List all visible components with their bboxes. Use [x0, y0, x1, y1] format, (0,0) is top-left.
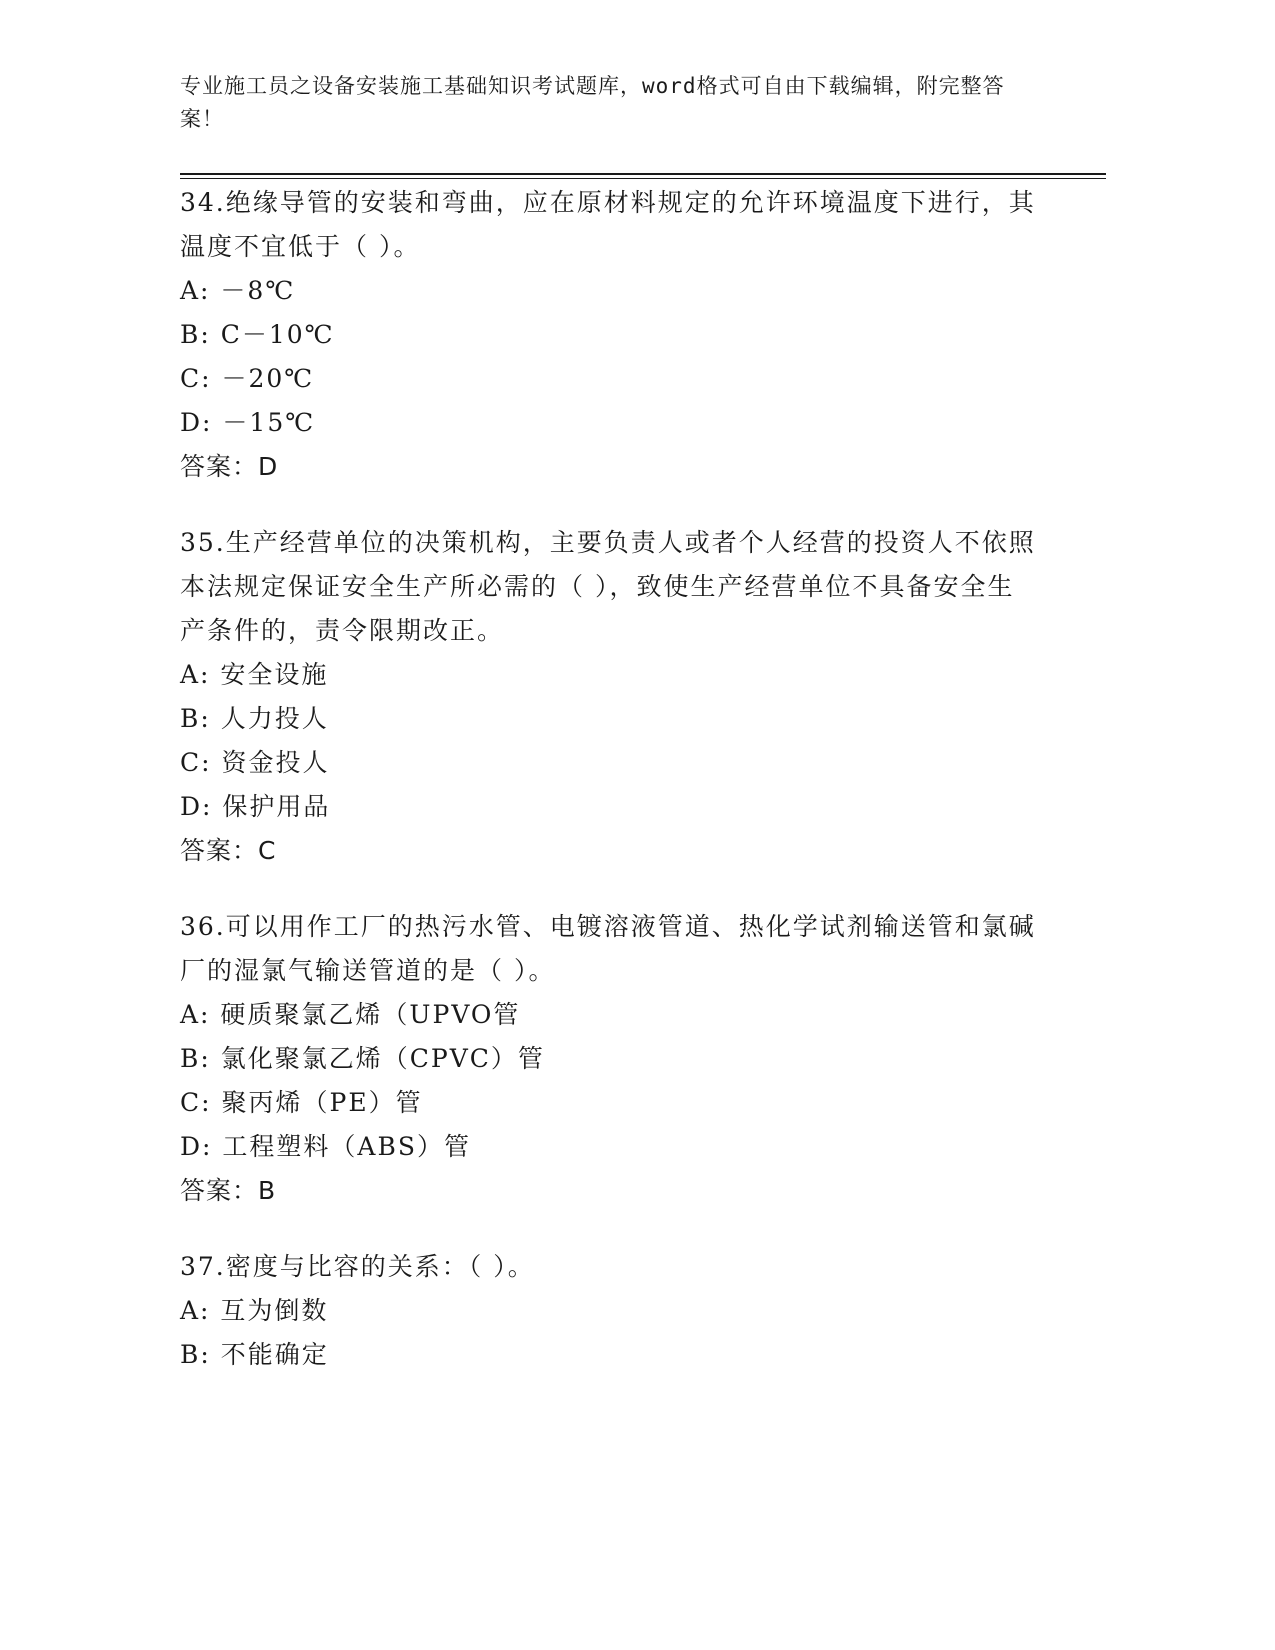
option-d: D: 保护用品	[180, 792, 331, 821]
option-a: A: 安全设施	[180, 660, 329, 689]
question-text: 37.密度与比容的关系：（ ）。	[180, 1252, 535, 1281]
answer-label: 答案：D	[180, 452, 279, 481]
question-text: 36.可以用作工厂的热污水管、电镀溶液管道、热化学试剂输送管和氯碱厂的湿氯气输送管道的是（ ）。	[180, 912, 1036, 985]
header-rule-thin	[180, 178, 1106, 179]
question-37	[180, 1245, 1040, 1377]
option-c: C: 聚丙烯（PE）管	[180, 1088, 423, 1117]
option-d: D: 工程塑料（ABS）管	[180, 1132, 471, 1161]
answer-label: 答案：C	[180, 836, 277, 865]
question-34	[180, 181, 1040, 489]
question-text: 34.绝缘导管的安装和弯曲，应在原材料规定的允许环境温度下进行，其温度不宜低于（ ）。	[180, 188, 1036, 261]
option-a: A: 互为倒数	[180, 1296, 329, 1325]
option-b: B: 不能确定	[180, 1340, 329, 1369]
header-rule-thick	[180, 173, 1106, 175]
option-b: B: 人力投人	[180, 704, 329, 733]
question-text: 35.生产经营单位的决策机构，主要负责人或者个人经营的投资人不依照本法规定保证安全生产所必需的（ ），致使生产经营单位不具备安全生产条件的，责令限期改正。	[180, 528, 1036, 645]
question-36	[180, 905, 1040, 1213]
option-c: C: 资金投人	[180, 748, 330, 777]
document-header	[180, 70, 1040, 136]
question-list	[180, 181, 1040, 1409]
option-d: D: －15℃	[180, 408, 316, 437]
option-b: B: C－10℃	[180, 320, 335, 349]
option-a: A: 硬质聚氯乙烯（UPVO管	[180, 1000, 521, 1029]
option-c: C: －20℃	[180, 364, 315, 393]
option-a: A: －8℃	[180, 276, 296, 305]
header-title: 专业施工员之设备安装施工基础知识考试题库，word格式可自由下载编辑，附完整答案！	[180, 74, 1005, 131]
question-35	[180, 521, 1040, 873]
answer-label: 答案：B	[180, 1176, 277, 1205]
option-b: B: 氯化聚氯乙烯（CPVC）管	[180, 1044, 545, 1073]
